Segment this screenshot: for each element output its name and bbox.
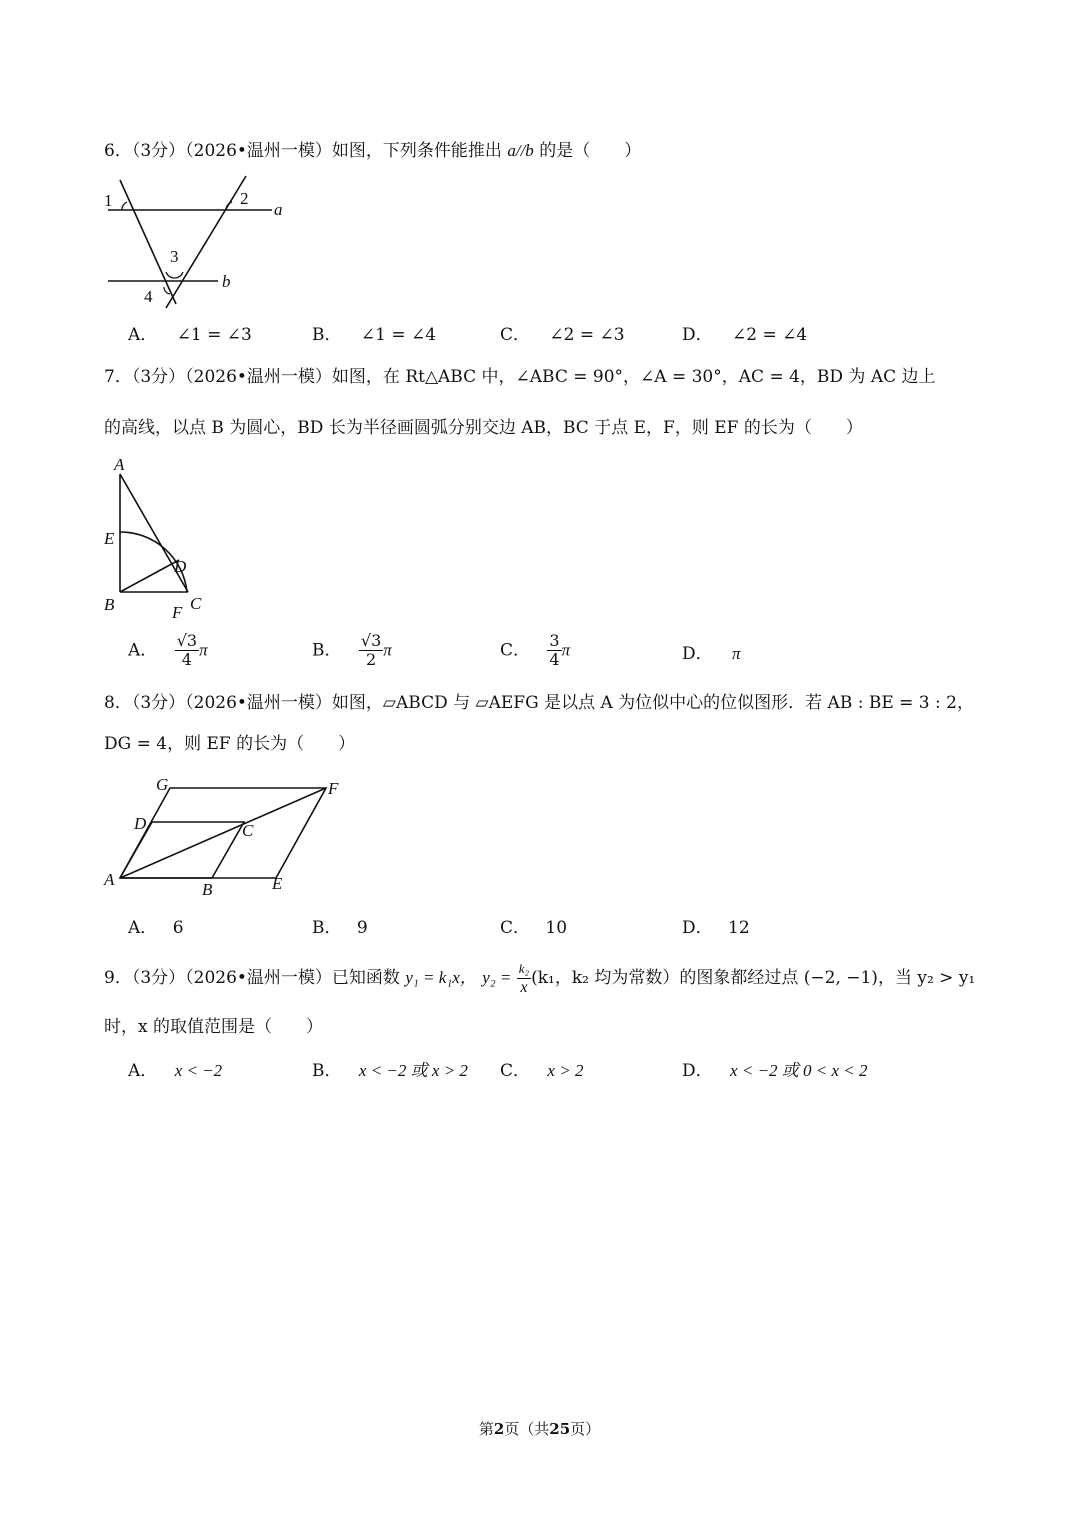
q6-stem-tail: 的是（ ） [539, 141, 642, 161]
q8-label-g: G [156, 775, 169, 794]
q8-label-a: A [104, 870, 115, 889]
q6-option-c-text: ∠2 = ∠3 [549, 325, 625, 345]
q6-stem [104, 141, 641, 161]
q7-label-a: A [114, 455, 125, 474]
q8-label-d: D [134, 814, 147, 833]
q9-option-d[interactable] [682, 1061, 868, 1081]
q7-option-c-numerator: 3 [549, 631, 560, 650]
q7-stem-line1: 7．（3分）（2026•温州一模）如图，在 Rt△ABC 中，∠ABC = 90°，∠A = 30°，AC = 4，BD 为 AC 边上 [104, 367, 936, 387]
q6-label-3: 3 [170, 247, 179, 266]
q6-option-c[interactable] [500, 325, 625, 345]
q9-stem-line1 [104, 958, 975, 998]
q9-stem-line2: 时，x 的取值范围是（ ） [104, 1017, 323, 1037]
q6-angle-1-arc [122, 202, 127, 210]
q8-option-c-text: 10 [545, 918, 568, 938]
q7-option-a-denominator: 4 [181, 650, 192, 669]
q6-transversal-left [120, 180, 176, 304]
q9-option-a[interactable] [128, 1061, 222, 1081]
q7-option-a[interactable] [128, 632, 208, 669]
q7-option-a-key: A． [128, 640, 158, 661]
q8-option-a-key: A． [128, 918, 158, 938]
q8-label-e: E [272, 874, 283, 893]
q9-function-1: y₁ = k₁x， [405, 968, 477, 987]
q6-label-b: b [222, 272, 231, 291]
q6-label-4: 4 [144, 287, 153, 306]
q8-option-d-text: 12 [728, 918, 750, 938]
q8-label-f: F [328, 779, 339, 798]
q6-option-b-key: B． [312, 325, 342, 345]
footer-page-number: 2 [493, 1420, 505, 1438]
q7-option-b-denominator: 2 [366, 650, 377, 669]
q7-option-d[interactable] [682, 644, 741, 664]
q9-option-c[interactable] [500, 1061, 583, 1081]
q7-option-d-pi: π [732, 644, 741, 663]
q7-option-c-denominator: 4 [549, 650, 560, 669]
q7-option-c[interactable] [500, 632, 570, 669]
q7-option-c-key: C． [500, 640, 531, 661]
q6-option-a-text: ∠1 = ∠3 [176, 325, 252, 345]
q8-label-c: C [242, 821, 254, 840]
q7-option-b-numerator: √3 [360, 631, 382, 650]
q8-option-c[interactable] [500, 918, 567, 938]
q8-option-b-key: B． [312, 918, 342, 938]
q7-option-a-numerator: √3 [176, 631, 198, 650]
page-footer [0, 1418, 1079, 1439]
q6-label-2: 2 [240, 189, 249, 208]
q9-stem-tail: (k₁，k₂ 均为常数）的图象都经过点 (−2, −1)，当 y₂ > y₁ [531, 968, 976, 988]
q9-option-b-key: B． [312, 1061, 342, 1081]
q6-option-a[interactable] [128, 325, 252, 345]
q7-option-b-fraction [359, 632, 383, 669]
q6-option-b[interactable] [312, 325, 436, 345]
q6-option-d-key: D． [682, 325, 713, 345]
q9-option-a-key: A． [128, 1061, 158, 1081]
q8-option-a-text: 6 [172, 918, 184, 938]
q7-stem-line2: 的高线，以点 B 为圆心，BD 长为半径画圆弧分别交边 AB，BC 于点 E，F，则 EF 的长为（ ） [104, 418, 863, 438]
q9-function-2-fraction [517, 960, 531, 997]
q6-stem-text: 6．（3分）（2026•温州一模）如图，下列条件能推出 [104, 141, 502, 161]
q7-altitude-bd [120, 560, 179, 592]
q7-label-d: D [174, 557, 187, 576]
q9-option-b-text: x < −2 或 x > 2 [358, 1061, 468, 1080]
q9-fraction-numerator: k₂ [517, 960, 531, 979]
q6-option-d-text: ∠2 = ∠4 [732, 325, 808, 345]
q8-option-b[interactable] [312, 918, 368, 938]
q7-label-f: F [172, 603, 183, 622]
q7-option-c-fraction [547, 632, 561, 669]
q7-option-d-key: D． [682, 644, 713, 664]
footer-mid: 页（共 [504, 1420, 550, 1438]
q6-label-a: a [274, 200, 283, 219]
q6-option-b-text: ∠1 = ∠4 [360, 325, 437, 345]
q7-figure [100, 452, 220, 624]
q9-fraction-denominator: x [520, 979, 528, 996]
q8-label-b: B [202, 880, 213, 898]
q9-option-b[interactable] [312, 1061, 468, 1081]
q6-relation: a//b [507, 141, 534, 160]
q8-diagonal-af [120, 788, 326, 878]
q9-option-d-key: D． [682, 1061, 713, 1081]
q6-figure [100, 172, 300, 312]
q8-stem-line1: 8．（3分）（2026•温州一模）如图，▱ABCD 与 ▱AEFG 是以点 A 为位似中心的位似图形．若 AB : BE = 3 : 2， [104, 693, 974, 713]
q8-option-d[interactable] [682, 918, 750, 938]
q8-option-c-key: C． [500, 918, 531, 938]
q6-label-1: 1 [104, 191, 113, 210]
footer-total-pages: 25 [549, 1420, 571, 1438]
q9-option-d-text: x < −2 或 0 < x < 2 [730, 1061, 868, 1080]
q8-figure [100, 770, 350, 898]
q7-option-a-fraction [175, 632, 199, 669]
q6-option-a-key: A． [128, 325, 158, 345]
q6-option-c-key: C． [500, 325, 531, 345]
q8-option-d-key: D． [682, 918, 713, 938]
q9-prefix: 9．（3分）（2026•温州一模）已知函数 [104, 968, 400, 988]
q7-label-b: B [104, 595, 115, 614]
q8-option-b-text: 9 [356, 918, 368, 938]
q6-angle-3-arc [166, 272, 183, 278]
q7-option-b-key: B． [312, 640, 342, 661]
q9-option-c-text: x > 2 [547, 1061, 584, 1080]
q9-function-2-lhs: y₂ = [482, 968, 512, 987]
q7-option-b-pi: π [383, 640, 392, 660]
q6-transversal-right [166, 176, 246, 308]
q9-option-c-key: C． [500, 1061, 531, 1081]
footer-pre: 第 [478, 1420, 494, 1438]
q8-stem-line2: DG = 4，则 EF 的长为（ ） [104, 734, 356, 754]
q7-label-e: E [104, 529, 115, 548]
footer-post: 页） [570, 1420, 601, 1438]
q8-option-a[interactable] [128, 918, 184, 938]
q7-option-a-pi: π [199, 640, 208, 660]
q7-label-c: C [190, 594, 202, 613]
q6-option-d[interactable] [682, 325, 807, 345]
q7-option-b[interactable] [312, 632, 392, 669]
q7-option-c-pi: π [561, 640, 571, 660]
q9-option-a-text: x < −2 [174, 1061, 223, 1080]
